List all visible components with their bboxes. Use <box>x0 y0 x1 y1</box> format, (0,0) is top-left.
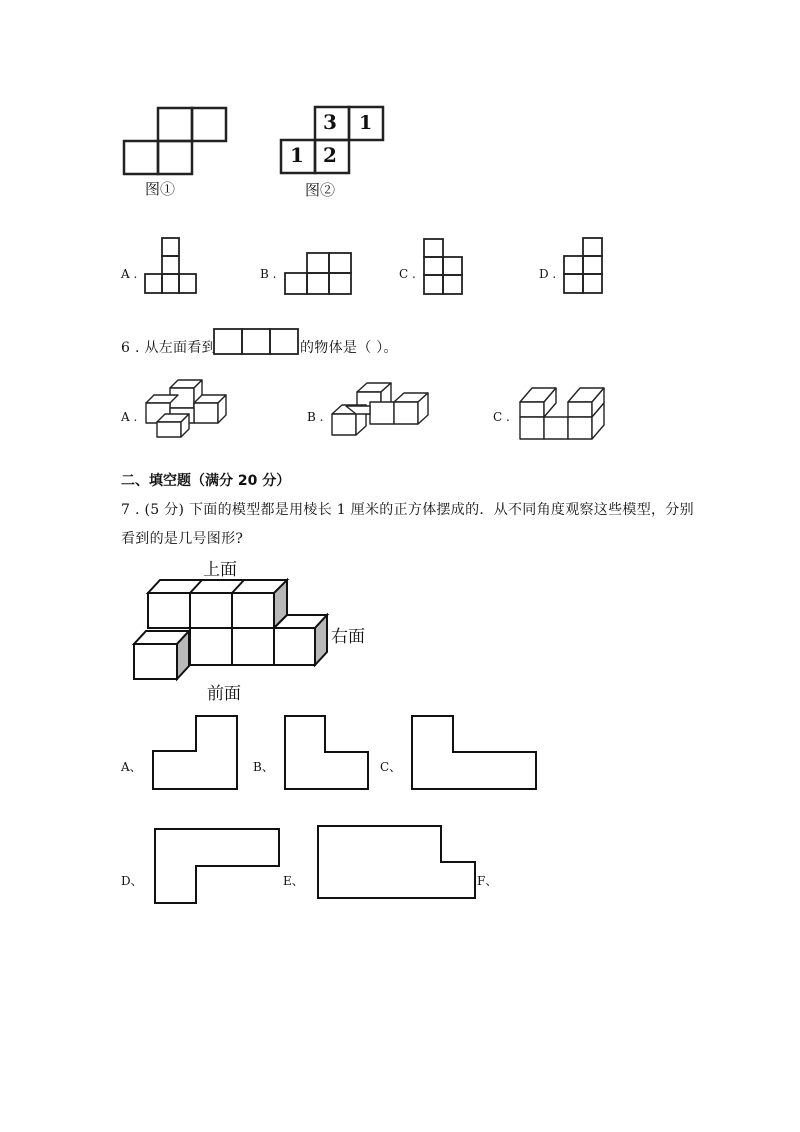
figure-2-number: 1 <box>359 112 373 134</box>
q7-option-b-label: B、 <box>253 760 274 774</box>
q5-option-c-label: C . <box>399 267 416 281</box>
figure-2-label: 图② <box>305 181 336 199</box>
q7-option-e-label: E、 <box>283 874 304 888</box>
q6-suffix: 的物体是（ ）。 <box>300 340 398 356</box>
section-2-title: 二、填空题（满分 20 分） <box>121 473 291 489</box>
q7-option-a-label: A、 <box>121 760 142 774</box>
q6-option-c-label: C . <box>493 410 510 424</box>
q5-option-b-label: B . <box>260 267 277 281</box>
q5-option-d-label: D . <box>539 267 557 281</box>
model-label-right: 右面 <box>331 627 365 647</box>
q7-option-c-label: C、 <box>380 760 402 774</box>
q6-option-b-label: B . <box>307 410 324 424</box>
figure-2-number: 3 <box>323 110 337 134</box>
figure-2-number: 1 <box>290 143 304 167</box>
model-label-front: 前面 <box>207 684 241 704</box>
q6-prefix: 6 . 从左面看到 <box>121 340 216 356</box>
figure-2-number: 2 <box>323 143 337 167</box>
q7-line-2: 看到的是几号图形? <box>121 531 244 547</box>
q7-option-d-label: D、 <box>121 874 143 888</box>
q5-option-a-label: A . <box>121 267 138 281</box>
q7-option-f-label: F、 <box>477 874 498 888</box>
q7-line-1: 7 . (5 分) 下面的模型都是用棱长 1 厘米的正方体摆成的．从不同角度观察这些模型，分别 <box>121 502 694 518</box>
figure-1-label: 图① <box>145 180 176 198</box>
q6-option-a-label: A . <box>121 410 138 424</box>
model-label-top: 上面 <box>203 560 237 580</box>
